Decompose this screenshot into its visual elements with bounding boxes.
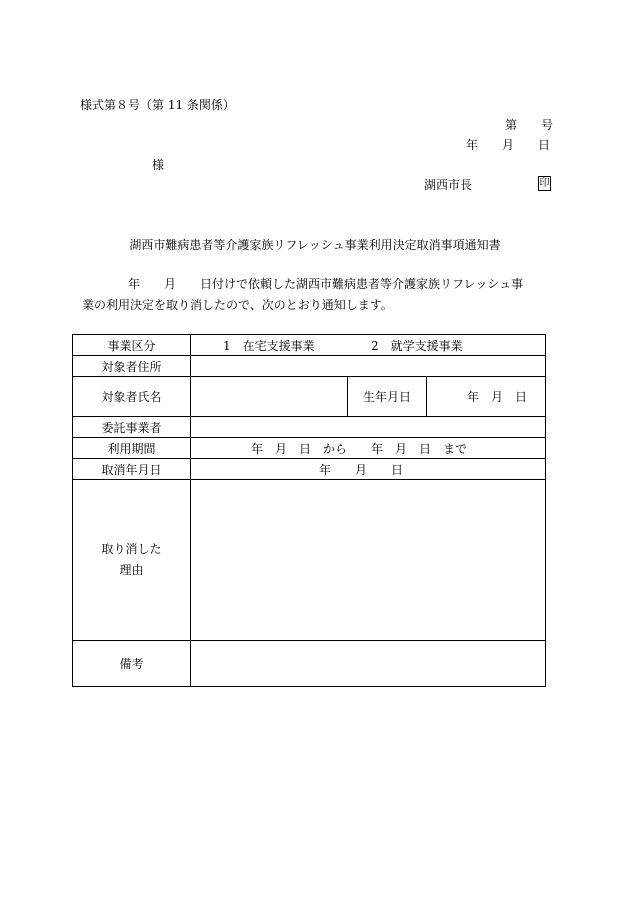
cancellation-form-table — [72, 334, 546, 687]
table-row — [73, 377, 546, 417]
cancel-reason-label-line-2: 理由 — [119, 563, 144, 577]
business-category-label: 事業区分 — [73, 335, 191, 356]
table-row — [73, 417, 546, 438]
subject-address-label: 対象者住所 — [73, 356, 191, 377]
body-line-1: 年 月 日付けで依頼した湖西市難病患者等介護家族リフレッシュ事 — [128, 277, 524, 291]
subject-address-value — [191, 356, 546, 377]
table-row — [73, 335, 546, 356]
addressee-honorific: 様 — [152, 158, 165, 172]
table-row — [73, 459, 546, 480]
birth-date-value: 年 月 日 — [427, 377, 546, 417]
form-number: 様式第８号（第 11 条関係） — [80, 98, 235, 112]
seal-mark: 印 — [539, 178, 550, 189]
table-row — [73, 356, 546, 377]
cancel-date-value: 年 月 日 — [191, 459, 546, 480]
subject-name-label: 対象者氏名 — [73, 377, 191, 417]
business-category-options — [191, 335, 546, 356]
contractor-value — [191, 417, 546, 438]
table-row — [73, 641, 546, 687]
cancel-reason-label — [73, 480, 191, 641]
remarks-label: 備考 — [73, 641, 191, 687]
document-title: 湖西市難病患者等介護家族リフレッシュ事業利用決定取消事項通知書 — [129, 238, 501, 252]
cancel-date-label: 取消年月日 — [73, 459, 191, 480]
body-line-2: 業の利用決定を取り消したので、次のとおり通知します。 — [82, 298, 393, 312]
birth-date-label: 生年月日 — [348, 377, 427, 417]
usage-period-label: 利用期間 — [73, 438, 191, 459]
contractor-label: 委託事業者 — [73, 417, 191, 438]
remarks-value — [191, 641, 546, 687]
cancel-reason-value — [191, 480, 546, 641]
usage-period-value: 年 月 日 から 年 月 日 まで — [191, 438, 546, 459]
option-school-support: 2 就学支援事業 — [371, 338, 463, 353]
issue-date: 年 月 日 — [466, 138, 551, 152]
option-home-support: 1 在宅支援事業 — [223, 338, 315, 353]
table-row — [73, 438, 546, 459]
cancel-reason-label-line-1: 取り消した — [101, 542, 162, 556]
issuer-name: 湖西市長 — [424, 178, 473, 192]
document-number: 第 号 — [505, 118, 554, 132]
table-row — [73, 480, 546, 641]
subject-name-value — [191, 377, 348, 417]
